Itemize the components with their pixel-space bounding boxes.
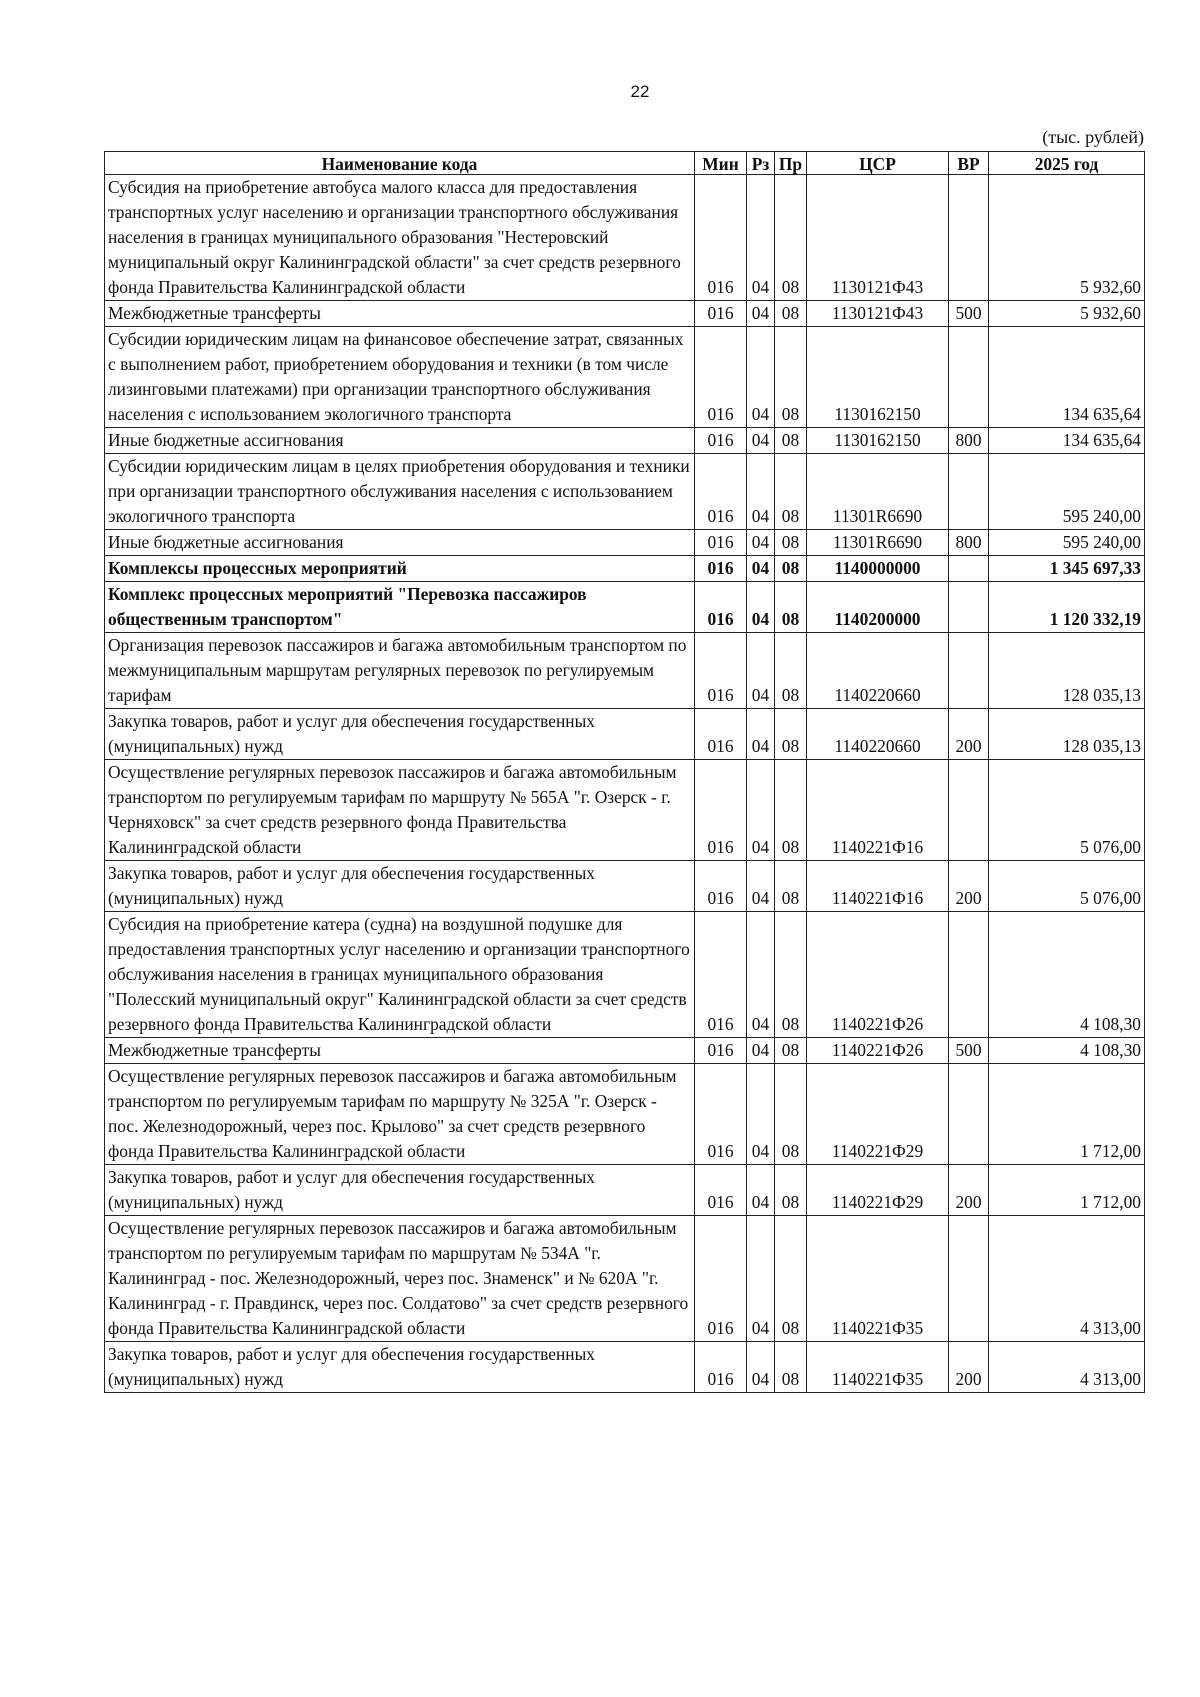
cell-rz: 04 [747, 1165, 775, 1216]
cell-name: Межбюджетные трансферты [105, 1038, 695, 1064]
header-pr: Пр [775, 152, 807, 175]
cell-vr: 200 [949, 1165, 989, 1216]
header-csr: ЦСР [807, 152, 949, 175]
cell-min: 016 [695, 556, 747, 582]
cell-amount: 5 932,60 [989, 175, 1145, 301]
table-header-row [105, 152, 1145, 175]
cell-rz: 04 [747, 428, 775, 454]
table-row [105, 912, 1145, 1038]
cell-rz: 04 [747, 760, 775, 861]
cell-rz: 04 [747, 301, 775, 327]
cell-name: Закупка товаров, работ и услуг для обеспечения государственных (муниципальных) нужд [105, 1165, 695, 1216]
cell-amount: 595 240,00 [989, 454, 1145, 530]
cell-min: 016 [695, 912, 747, 1038]
budget-table [104, 151, 1145, 1393]
cell-pr: 08 [775, 709, 807, 760]
cell-csr: 1140220660 [807, 633, 949, 709]
cell-min: 016 [695, 327, 747, 428]
cell-amount: 1 120 332,19 [989, 582, 1145, 633]
cell-min: 016 [695, 454, 747, 530]
cell-pr: 08 [775, 1165, 807, 1216]
cell-rz: 04 [747, 454, 775, 530]
cell-pr: 08 [775, 912, 807, 1038]
cell-amount: 595 240,00 [989, 530, 1145, 556]
cell-amount: 5 932,60 [989, 301, 1145, 327]
cell-csr: 1130121Ф43 [807, 301, 949, 327]
cell-rz: 04 [747, 327, 775, 428]
units-label: (тыс. рублей) [1042, 127, 1144, 147]
cell-pr: 08 [775, 1216, 807, 1342]
cell-vr: 500 [949, 301, 989, 327]
cell-csr: 1140000000 [807, 556, 949, 582]
table-row [105, 1216, 1145, 1342]
cell-vr [949, 582, 989, 633]
cell-rz: 04 [747, 530, 775, 556]
cell-pr: 08 [775, 760, 807, 861]
page-number: 22 [630, 82, 650, 101]
cell-pr: 08 [775, 175, 807, 301]
cell-amount: 1 712,00 [989, 1165, 1145, 1216]
cell-min: 016 [695, 861, 747, 912]
cell-name: Комплексы процессных мероприятий [105, 556, 695, 582]
cell-vr [949, 1064, 989, 1165]
cell-rz: 04 [747, 912, 775, 1038]
cell-csr: 1140221Ф29 [807, 1165, 949, 1216]
cell-csr: 11301R6690 [807, 530, 949, 556]
cell-amount: 4 313,00 [989, 1342, 1145, 1393]
cell-name: Субсидии юридическим лицам в целях приобретения оборудования и техники при организации транспортного обслуживания населения с использованием экологичного транспорта [105, 454, 695, 530]
cell-min: 016 [695, 428, 747, 454]
cell-min: 016 [695, 582, 747, 633]
cell-pr: 08 [775, 454, 807, 530]
cell-min: 016 [695, 1216, 747, 1342]
cell-amount: 5 076,00 [989, 760, 1145, 861]
cell-rz: 04 [747, 1216, 775, 1342]
cell-vr [949, 1216, 989, 1342]
table-row [105, 1342, 1145, 1393]
table-row [105, 175, 1145, 301]
cell-pr: 08 [775, 1342, 807, 1393]
cell-name: Закупка товаров, работ и услуг для обеспечения государственных (муниципальных) нужд [105, 709, 695, 760]
cell-name: Закупка товаров, работ и услуг для обеспечения государственных (муниципальных) нужд [105, 1342, 695, 1393]
cell-csr: 1140221Ф35 [807, 1342, 949, 1393]
cell-vr: 200 [949, 1342, 989, 1393]
cell-rz: 04 [747, 556, 775, 582]
table-row [105, 556, 1145, 582]
cell-min: 016 [695, 760, 747, 861]
cell-rz: 04 [747, 633, 775, 709]
cell-amount: 1 345 697,33 [989, 556, 1145, 582]
cell-rz: 04 [747, 1342, 775, 1393]
cell-pr: 08 [775, 428, 807, 454]
cell-csr: 1140200000 [807, 582, 949, 633]
cell-csr: 1140221Ф16 [807, 760, 949, 861]
cell-min: 016 [695, 709, 747, 760]
cell-pr: 08 [775, 301, 807, 327]
table-row [105, 301, 1145, 327]
cell-vr: 200 [949, 861, 989, 912]
table-body [105, 175, 1145, 1393]
cell-name: Осуществление регулярных перевозок пассажиров и багажа автомобильным транспортом по регулируемым тарифам по маршруту № 325А "г. Озерск - пос. Железнодорожный, через пос. Крылово" за счет средств резервного фонда Правительства Калининградской области [105, 1064, 695, 1165]
cell-vr: 200 [949, 709, 989, 760]
cell-name: Субсидия на приобретение катера (судна) на воздушной подушке для предоставления транспортных услуг населению и организации транспортного обслуживания населения в границах муниципального образования "Полесский муниципальный округ" Калининградской области за счет средств резервного фонда Правительства Калининградской области [105, 912, 695, 1038]
cell-min: 016 [695, 1064, 747, 1165]
cell-vr [949, 633, 989, 709]
header-name: Наименование кода [105, 152, 695, 175]
cell-amount: 4 108,30 [989, 912, 1145, 1038]
cell-amount: 4 313,00 [989, 1216, 1145, 1342]
cell-name: Иные бюджетные ассигнования [105, 428, 695, 454]
table-row [105, 1038, 1145, 1064]
table-row [105, 1165, 1145, 1216]
cell-pr: 08 [775, 582, 807, 633]
cell-min: 016 [695, 633, 747, 709]
table-row [105, 582, 1145, 633]
cell-vr: 800 [949, 428, 989, 454]
header-min: Мин [695, 152, 747, 175]
table-row [105, 1064, 1145, 1165]
cell-amount: 128 035,13 [989, 633, 1145, 709]
table-row [105, 428, 1145, 454]
header-amount: 2025 год [989, 152, 1145, 175]
cell-vr [949, 912, 989, 1038]
table-row [105, 760, 1145, 861]
cell-min: 016 [695, 1165, 747, 1216]
cell-amount: 4 108,30 [989, 1038, 1145, 1064]
cell-vr [949, 556, 989, 582]
cell-csr: 1130162150 [807, 428, 949, 454]
cell-vr [949, 454, 989, 530]
table-row [105, 709, 1145, 760]
cell-name: Закупка товаров, работ и услуг для обеспечения государственных (муниципальных) нужд [105, 861, 695, 912]
cell-min: 016 [695, 1342, 747, 1393]
cell-min: 016 [695, 1038, 747, 1064]
cell-amount: 134 635,64 [989, 327, 1145, 428]
cell-csr: 1140221Ф35 [807, 1216, 949, 1342]
cell-pr: 08 [775, 530, 807, 556]
cell-pr: 08 [775, 556, 807, 582]
cell-name: Межбюджетные трансферты [105, 301, 695, 327]
cell-vr [949, 327, 989, 428]
cell-name: Субсидия на приобретение автобуса малого класса для предоставления транспортных услуг населению и организации транспортного обслуживания населения в границах муниципального образования "Нестеровский муниципальный округ Калининградской области" за счет средств резервного фонда Правительства Калининградской области [105, 175, 695, 301]
cell-vr: 500 [949, 1038, 989, 1064]
cell-vr [949, 175, 989, 301]
cell-pr: 08 [775, 1064, 807, 1165]
table-row [105, 454, 1145, 530]
cell-name: Комплекс процессных мероприятий "Перевозка пассажиров общественным транспортом" [105, 582, 695, 633]
cell-pr: 08 [775, 633, 807, 709]
cell-name: Осуществление регулярных перевозок пассажиров и багажа автомобильным транспортом по регулируемым тарифам по маршрутам № 534А "г. Калининград - пос. Железнодорожный, через пос. Знаменск" и № 620А "г. Калининград - г. Правдинск, через пос. Солдатово" за счет средств резервного фонда Правительства Калининградской области [105, 1216, 695, 1342]
cell-min: 016 [695, 530, 747, 556]
cell-amount: 134 635,64 [989, 428, 1145, 454]
cell-csr: 1140221Ф26 [807, 1038, 949, 1064]
cell-pr: 08 [775, 327, 807, 428]
cell-name: Субсидии юридическим лицам на финансовое обеспечение затрат, связанных с выполнением работ, приобретением оборудования и техники (в том числе лизинговыми платежами) при организации транспортного обслуживания населения с использованием экологичного транспорта [105, 327, 695, 428]
cell-rz: 04 [747, 1038, 775, 1064]
cell-rz: 04 [747, 175, 775, 301]
table-row [105, 861, 1145, 912]
cell-name: Иные бюджетные ассигнования [105, 530, 695, 556]
cell-pr: 08 [775, 861, 807, 912]
table-row [105, 633, 1145, 709]
cell-min: 016 [695, 301, 747, 327]
cell-rz: 04 [747, 582, 775, 633]
cell-rz: 04 [747, 709, 775, 760]
cell-rz: 04 [747, 1064, 775, 1165]
cell-csr: 1140221Ф29 [807, 1064, 949, 1165]
table-row [105, 327, 1145, 428]
header-rz: Рз [747, 152, 775, 175]
cell-amount: 1 712,00 [989, 1064, 1145, 1165]
cell-vr: 800 [949, 530, 989, 556]
cell-name: Организация перевозок пассажиров и багажа автомобильным транспортом по межмуниципальным маршрутам регулярных перевозок по регулируемым тарифам [105, 633, 695, 709]
table-row [105, 530, 1145, 556]
header-vr: ВР [949, 152, 989, 175]
cell-rz: 04 [747, 861, 775, 912]
cell-csr: 1140221Ф16 [807, 861, 949, 912]
cell-pr: 08 [775, 1038, 807, 1064]
cell-vr [949, 760, 989, 861]
cell-min: 016 [695, 175, 747, 301]
cell-amount: 5 076,00 [989, 861, 1145, 912]
cell-csr: 11301R6690 [807, 454, 949, 530]
cell-amount: 128 035,13 [989, 709, 1145, 760]
cell-csr: 1140220660 [807, 709, 949, 760]
cell-csr: 1140221Ф26 [807, 912, 949, 1038]
cell-csr: 1130121Ф43 [807, 175, 949, 301]
cell-name: Осуществление регулярных перевозок пассажиров и багажа автомобильным транспортом по регулируемым тарифам по маршруту № 565А "г. Озерск - г. Черняховск" за счет средств резервного фонда Правительства Калининградской области [105, 760, 695, 861]
cell-csr: 1130162150 [807, 327, 949, 428]
